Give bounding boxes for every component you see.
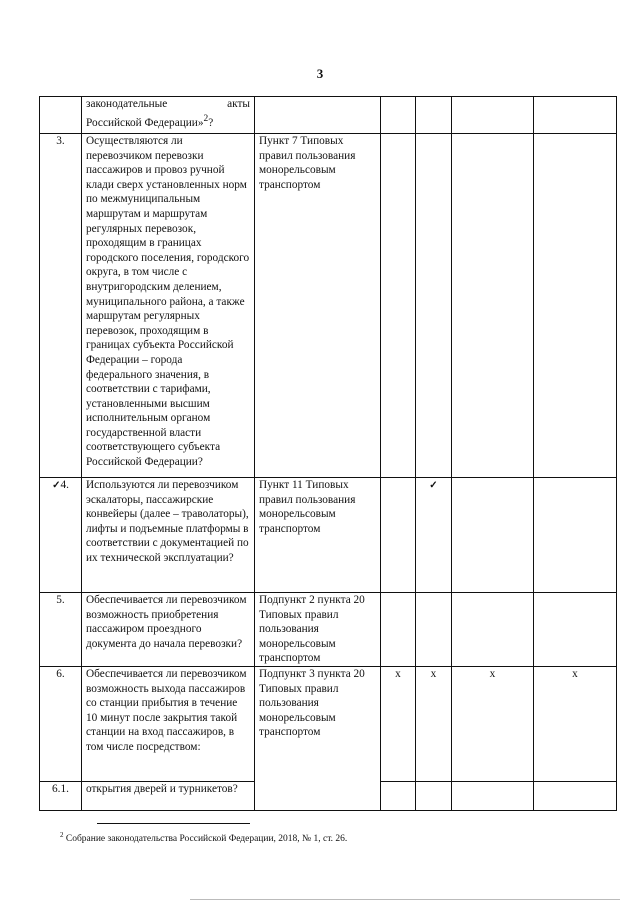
- question-cell: Обеспечивается ли перевозчиком возможность приобретения пассажиром проездного документа до начала перевозки?: [82, 593, 255, 667]
- table-row: [40, 134, 617, 478]
- answer-yes-cell: x: [381, 666, 416, 781]
- answer-yes-cell: [381, 593, 416, 667]
- table-row: [40, 478, 617, 593]
- notes-cell: x: [534, 666, 617, 781]
- row-number: 5.: [40, 593, 82, 667]
- handwritten-tick-icon: ✓: [52, 480, 61, 491]
- table-row: [40, 666, 617, 781]
- scan-edge-line: [190, 899, 620, 900]
- question-cell: Используются ли перевозчиком эскалаторы, пассажирские конвейеры (далее – траволаторы), лифты и подъемные платформы в соответствии с документацией по их технической эксплуатации?: [82, 478, 255, 593]
- checklist-table: [39, 96, 617, 811]
- row-number: 4.: [60, 479, 69, 491]
- answer-no-cell: [416, 593, 452, 667]
- notes-cell: [534, 781, 617, 810]
- question-cell: открытия дверей и турникетов?: [82, 781, 255, 810]
- requisites-cell: Подпункт 3 пункта 20 Типовых правил пользования монорельсовым транспортом: [255, 666, 381, 810]
- footnote-marker: 2: [60, 831, 64, 839]
- row-number-cell: [40, 478, 82, 593]
- answer-no-cell: [416, 134, 452, 478]
- answer-yes-cell: [381, 134, 416, 478]
- answer-no-cell: [416, 781, 452, 810]
- question-text: законодательные акты: [86, 98, 250, 110]
- page-number: 3: [316, 66, 324, 81]
- footnote-ref: 2: [203, 113, 209, 124]
- question-text: ?: [208, 116, 214, 129]
- notes-cell: [534, 134, 617, 478]
- notes-cell: [534, 478, 617, 593]
- answer-na-cell: [452, 478, 534, 593]
- requisites-cell: [255, 97, 381, 134]
- handwritten-tick-icon: ✓: [429, 480, 438, 491]
- answer-no-cell: x: [416, 666, 452, 781]
- question-text: Российской Федерации»: [86, 116, 204, 129]
- row-number: 6.1.: [40, 781, 82, 810]
- question-cell: [82, 97, 255, 134]
- row-number: 6.: [40, 666, 82, 781]
- answer-na-cell: x: [452, 666, 534, 781]
- answer-yes-cell: [381, 478, 416, 593]
- footnote-divider: [97, 823, 250, 824]
- table-row: [40, 593, 617, 667]
- answer-na-cell: [452, 781, 534, 810]
- requisites-cell: Подпункт 2 пункта 20 Типовых правил пользования монорельсовым транспортом: [255, 593, 381, 667]
- notes-cell: [534, 97, 617, 134]
- answer-no-cell: [416, 97, 452, 134]
- requisites-cell: Пункт 7 Типовых правил пользования монорельсовым транспортом: [255, 134, 381, 478]
- answer-na-cell: [452, 97, 534, 134]
- question-cell: Обеспечивается ли перевозчиком возможность выхода пассажиров со станции прибытия в течение 10 минут после закрытия такой станции на вход пассажиров, в том числе посредством:: [82, 666, 255, 781]
- notes-cell: [534, 593, 617, 667]
- answer-yes-cell: [381, 97, 416, 134]
- row-number: 3.: [40, 134, 82, 478]
- row-number: [40, 97, 82, 134]
- answer-no-cell: [416, 478, 452, 593]
- answer-yes-cell: [381, 781, 416, 810]
- table-row: [40, 97, 617, 134]
- requisites-cell: Пункт 11 Типовых правил пользования монорельсовым транспортом: [255, 478, 381, 593]
- footnote: [60, 831, 347, 844]
- question-cell: Осуществляются ли перевозчиком перевозки пассажиров и провоз ручной клади сверх установленных норм по межмуниципальным маршрутам и маршрутам регулярных перевозок, проходящим в границах городского поселения, городского округа, в том числе с внутригородским делением, муниципального района, а также маршрутам регулярных перевозок, проходящим в границах субъекта Российской Федерации – города федерального значения, в соответствии с тарифами, установленными высшим исполнительным органом государственной власти соответствующего субъекта Российской Федерации?: [82, 134, 255, 478]
- answer-na-cell: [452, 134, 534, 478]
- answer-na-cell: [452, 593, 534, 667]
- footnote-text: Собрание законодательства Российской Федерации, 2018, № 1, ст. 26.: [65, 834, 348, 845]
